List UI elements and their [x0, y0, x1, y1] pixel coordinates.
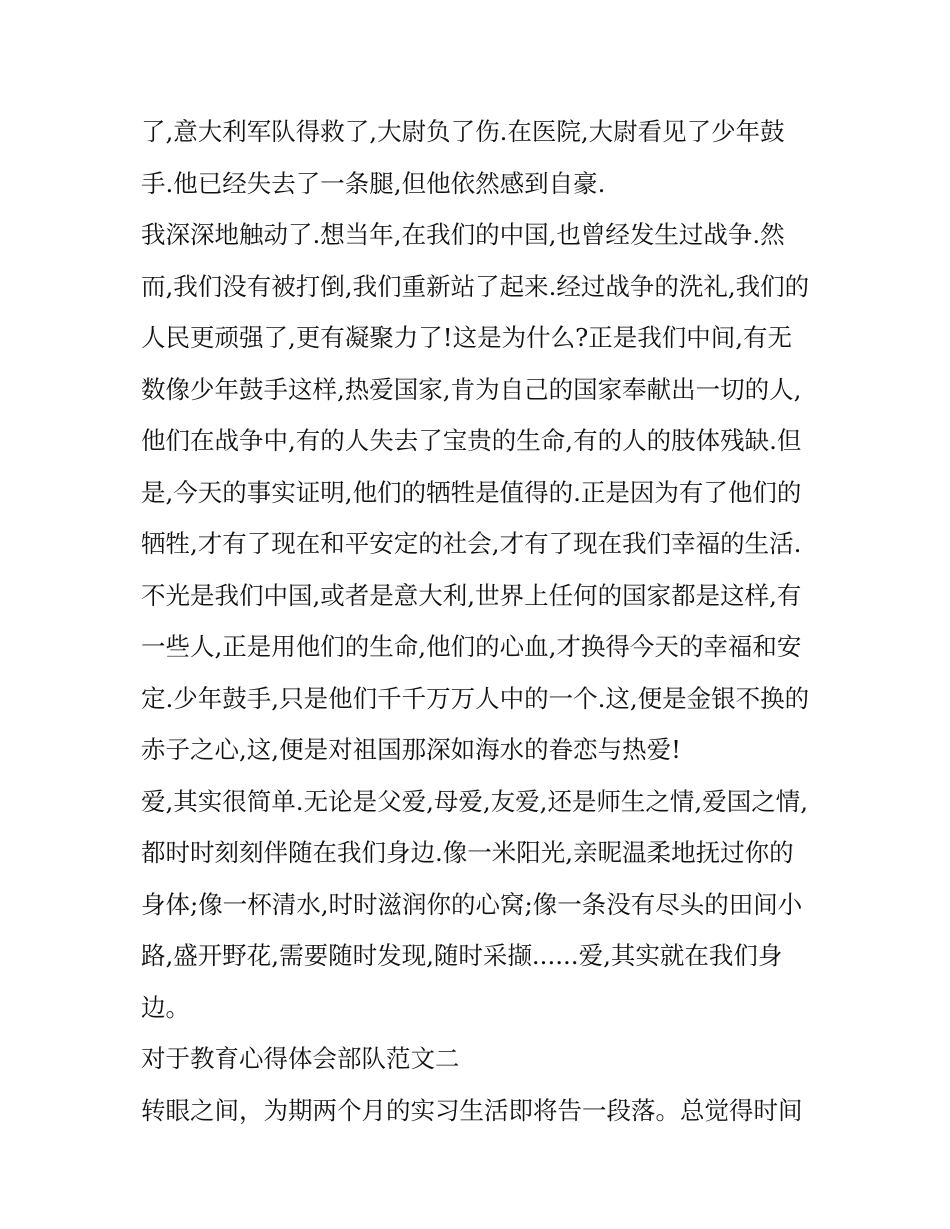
- text-line: 赤子之心,这,便是对祖国那深如海水的眷恋与热爱!: [141, 735, 681, 764]
- text-line: 是,今天的事实证明,他们的牺牲是值得的.正是因为有了他们的: [141, 477, 802, 507]
- text-line: 人民更顽强了,更有凝聚力了!这是为什么?正是我们中间,有无: [141, 323, 793, 352]
- text-line: 身体;像一杯清水,时时滋润你的心窝;像一条没有尽头的田间小: [141, 889, 803, 919]
- text-line: 边。: [141, 992, 190, 1022]
- text-line: 一些人,正是用他们的生命,他们的心血,才换得今天的幸福和安: [141, 632, 802, 661]
- text-line: 都时时刻刻伴随在我们身边.像一米阳光,亲昵温柔地抚过你的: [141, 838, 794, 867]
- text-line: 数像少年鼓手这样,热爱国家,肯为自己的国家奉献出一切的人,: [141, 374, 802, 404]
- body-text: [141, 106, 821, 1136]
- text-line: 我深深地触动了.想当年,在我们的中国,也曾经发生过战争.然: [141, 220, 785, 249]
- text-line: 定.少年鼓手,只是他们千千万万人中的一个.这,便是金银不换的: [141, 683, 810, 713]
- text-line: 牺牲,才有了现在和平安定的社会,才有了现在我们幸福的生活.: [141, 529, 802, 558]
- text-line: 了,意大利军队得救了,大尉负了伤.在医院,大尉看见了少年鼓: [141, 117, 785, 146]
- text-line: 而,我们没有被打倒,我们重新站了起来.经过战争的洗礼,我们的: [141, 271, 810, 301]
- section-heading: 对于教育心得体会部队范文二: [141, 1044, 460, 1073]
- text-line: 不光是我们中国,或者是意大利,世界上任何的国家都是这样,有: [141, 580, 802, 610]
- text-line: 转眼之间，为期两个月的实习生活即将告一段落。总觉得时间: [141, 1095, 803, 1125]
- text-line: 他们在战争中,有的人失去了宝贵的生命,有的人的肢体残缺.但: [141, 426, 802, 455]
- text-line: 手.他已经失去了一条腿,但他依然感到自豪.: [141, 168, 606, 198]
- text-line: 爱,其实很简单.无论是父爱,母爱,友爱,还是师生之情,爱国之情,: [141, 786, 809, 816]
- text-line: 路,盛开野花,需要随时发现,随时采撷......爱,其实就在我们身: [141, 941, 783, 970]
